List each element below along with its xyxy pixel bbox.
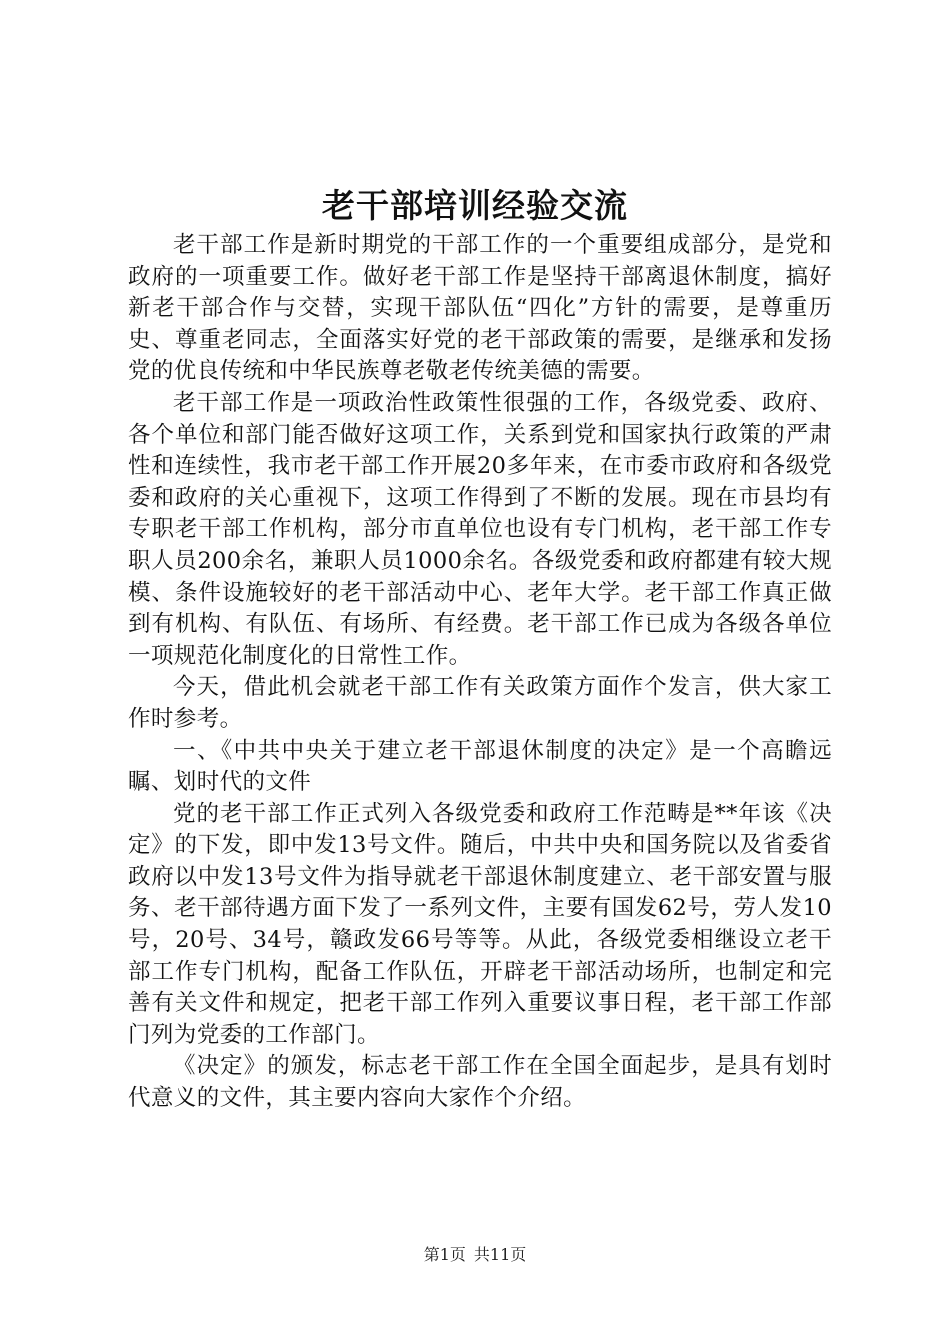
page-number: 第1页 — [423, 1245, 466, 1264]
section-heading-one: 一、《中共中央关于建立老干部退休制度的决定》是一个高瞻远瞩、划时代的文件 — [128, 737, 832, 796]
document-body — [128, 230, 832, 1115]
page-footer — [0, 1244, 950, 1266]
document-title: 老干部培训经验交流 — [322, 186, 628, 225]
page-total: 共11页 — [473, 1245, 527, 1264]
paragraph-decision: 《决定》的颁发，标志老干部工作在全国全面起步，是具有划时代意义的文件，其主要内容向大家作个介绍。 — [128, 1053, 832, 1112]
paragraph-development: 老干部工作是一项政治性政策性很强的工作，各级党委、政府、各个单位和部门能否做好这项工作，关系到党和国家执行政策的严肃性和连续性，我市老干部工作开展20多年来，在市委市政府和各级党委和政府的关心重视下，这项工作得到了不断的发展。现在市县均有专职老干部工作机构，部分市直单位也设有专门机构，老干部工作专职人员200余名，兼职人员1000余名。各级党委和政府都建有较大规模、条件设施较好的老干部活动中心、老年大学。老干部工作真正做到有机构、有队伍、有场所、有经费。老干部工作已成为各级各单位一项规范化制度化的日常性工作。 — [128, 389, 832, 669]
paragraph-purpose: 今天，借此机会就老干部工作有关政策方面作个发言，供大家工作时参考。 — [128, 674, 832, 732]
paragraph-history: 党的老干部工作正式列入各级党委和政府工作范畴是**年该《决定》的下发，即中发13号文件。随后，中共中央和国务院以及省委省政府以中发13号文件为指导就老干部退休制度建立、老干部安置与服务、老干部待遇方面下发了一系列文件，主要有国发62号，劳人发10号，20号、34号，赣政发66号等等。从此，各级党委相继设立老干部工作专门机构，配备工作队伍，开辟老干部活动场所，也制定和完善有关文件和规定，把老干部工作列入重要议事日程，老干部工作部门列为党委的工作部门。 — [128, 800, 832, 1048]
paragraph-intro: 老干部工作是新时期党的干部工作的一个重要组成部分，是党和政府的一项重要工作。做好老干部工作是坚持干部离退休制度，搞好新老干部合作与交替，实现干部队伍“四化”方针的需要，是尊重历史、尊重老同志，全面落实好党的老干部政策的需要，是继承和发扬党的优良传统和中华民族尊老敬老传统美德的需要。 — [128, 232, 832, 385]
